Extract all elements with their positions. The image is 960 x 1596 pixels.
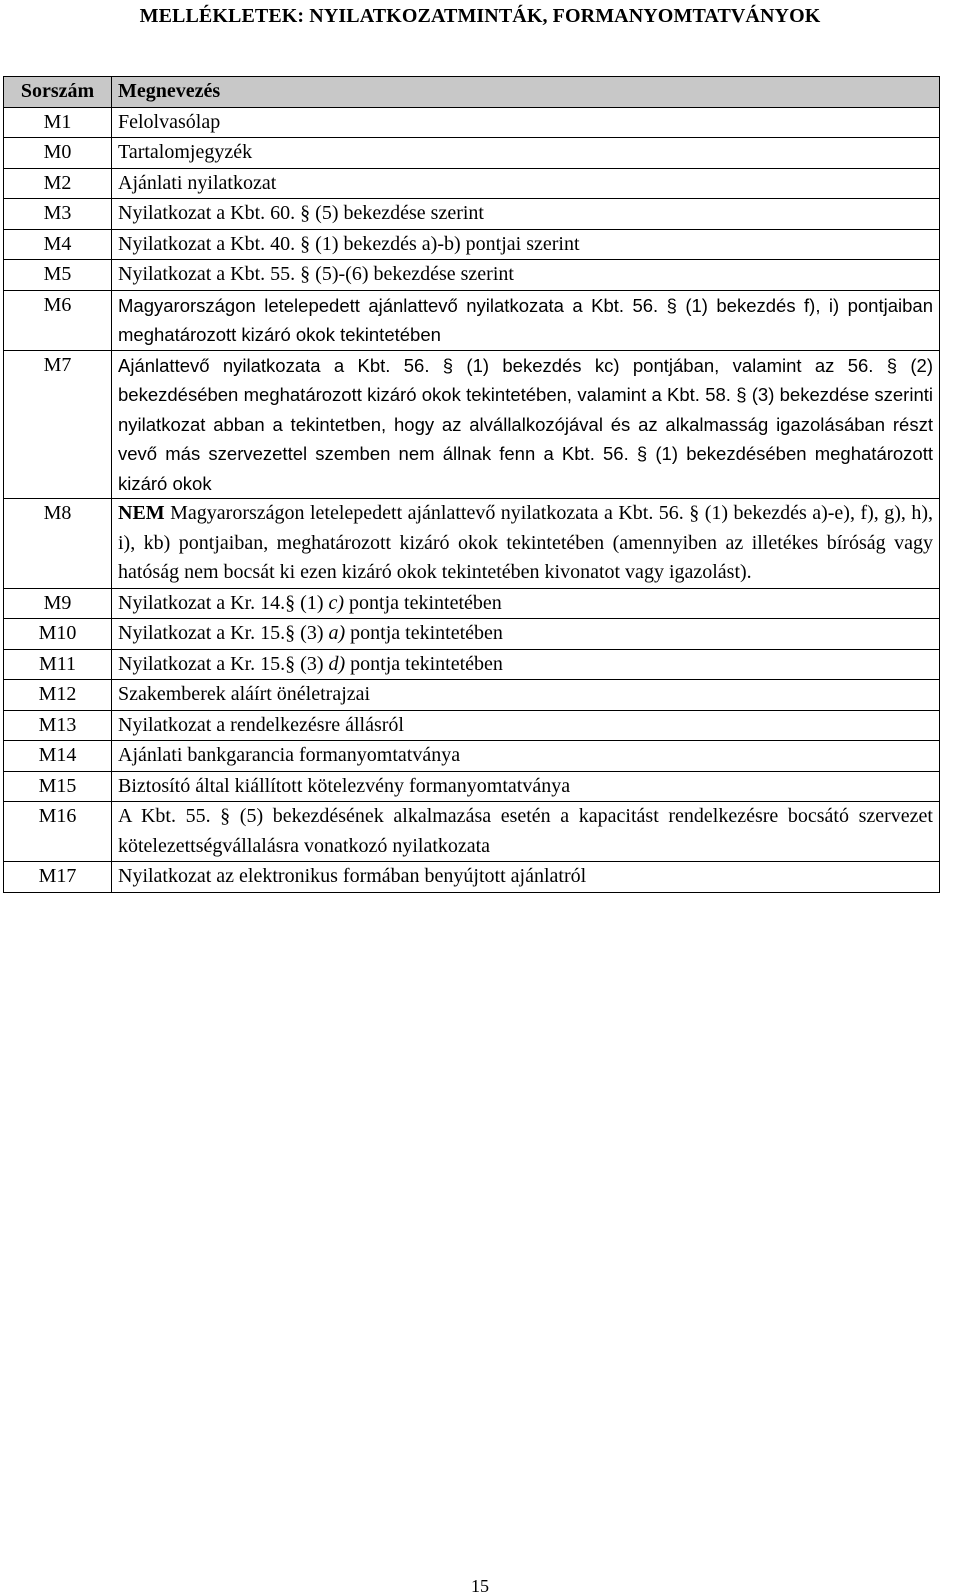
row-id: M2 (4, 168, 112, 199)
table-row (4, 499, 940, 589)
table-row (4, 199, 940, 230)
header-megnevezes: Megnevezés (112, 77, 940, 108)
row-desc: Felolvasólap (112, 107, 940, 138)
row-desc (112, 649, 940, 680)
row-id: M6 (4, 290, 112, 350)
annex-table (3, 76, 940, 893)
row-desc (112, 499, 940, 589)
row-desc: Nyilatkozat az elektronikus formában benyújtott ajánlatról (112, 862, 940, 893)
row-desc: Ajánlattevő nyilatkozata a Kbt. 56. § (1) bekezdés kc) pontjában, valamint az 56. § (2) bekezdésében meghatározott kizáró okok tekintetében, valamint a Kbt. 58. § (3) bekezdése szerinti nyilatkozat abban a tekintetben, hogy az alvállalkozójával és az alkalmasság igazolásában részt vevő más szervezettel szemben nem állnak fenn a Kbt. 56. § (1) bekezdésében meghatározott kizáró okok (112, 350, 940, 499)
header-sorszam: Sorszám (4, 77, 112, 108)
table-row (4, 680, 940, 711)
desc-text: Nyilatkozat a Kr. 15.§ (3) (118, 652, 329, 675)
table-row (4, 741, 940, 772)
row-desc (112, 619, 940, 650)
desc-after-text: pontja tekintetében (345, 622, 503, 644)
desc-after-text: pontja tekintetében (345, 652, 503, 675)
row-id: M17 (4, 862, 112, 893)
row-id: M16 (4, 802, 112, 862)
page-title: MELLÉKLETEK: NYILATKOZATMINTÁK, FORMANYOMTATVÁNYOK (139, 5, 821, 27)
row-id: M9 (4, 588, 112, 619)
table-row (4, 107, 940, 138)
row-desc (112, 588, 940, 619)
row-id: M3 (4, 199, 112, 230)
table-row (4, 168, 940, 199)
row-desc: Magyarországon letelepedett ajánlattevő nyilatkozata a Kbt. 56. § (1) bekezdés f), i) pontjaiban meghatározott kizáró okok tekintetében (112, 290, 940, 350)
desc-text: Nyilatkozat a Kr. 14.§ (1) (118, 591, 329, 614)
row-id: M0 (4, 138, 112, 169)
page-number: 15 (471, 1576, 489, 1596)
row-id: M11 (4, 649, 112, 680)
desc-text: Magyarországon letelepedett ajánlattevő nyilatkozata a Kbt. 56. § (1) bekezdés a)-e), f), g), h), i), kb) pontjaiban, meghatározott kizáró okok tekintetében (amennyiben az illetékes bíróság vagy hatóság nem bocsát ki ezen kizáró okok tekintetében kivonatot vagy igazolást). (118, 502, 933, 583)
row-id: M10 (4, 619, 112, 650)
table-row (4, 862, 940, 893)
row-desc: Nyilatkozat a rendelkezésre állásról (112, 710, 940, 741)
table-row (4, 619, 940, 650)
row-id: M14 (4, 741, 112, 772)
row-desc: Nyilatkozat a Kbt. 55. § (5)-(6) bekezdése szerint (112, 260, 940, 291)
row-desc: Nyilatkozat a Kbt. 60. § (5) bekezdése szerint (112, 199, 940, 230)
table-row (4, 229, 940, 260)
desc-bold-text: NEM (118, 502, 165, 524)
row-id: M4 (4, 229, 112, 260)
table-row (4, 802, 940, 862)
row-id: M12 (4, 680, 112, 711)
row-id: M8 (4, 499, 112, 589)
table-row (4, 138, 940, 169)
row-desc: Nyilatkozat a Kbt. 40. § (1) bekezdés a)-b) pontjai szerint (112, 229, 940, 260)
row-desc: Biztosító által kiállított kötelezvény formanyomtatványa (112, 771, 940, 802)
table-row (4, 260, 940, 291)
row-desc: Szakemberek aláírt önéletrajzai (112, 680, 940, 711)
row-id: M1 (4, 107, 112, 138)
row-id: M13 (4, 710, 112, 741)
table-row (4, 588, 940, 619)
table-row (4, 649, 940, 680)
table-row (4, 771, 940, 802)
row-desc: A Kbt. 55. § (5) bekezdésének alkalmazása esetén a kapacitást rendelkezésre bocsátó szervezet kötelezettségvállalásra vonatkozó nyilatkozata (112, 802, 940, 862)
row-id: M7 (4, 350, 112, 499)
row-id: M15 (4, 771, 112, 802)
desc-after-text: pontja tekintetében (344, 591, 502, 614)
row-id: M5 (4, 260, 112, 291)
desc-italic-text: d) (328, 652, 346, 675)
row-desc: Tartalomjegyzék (112, 138, 940, 169)
row-desc: Ajánlati bankgarancia formanyomtatványa (112, 741, 940, 772)
desc-italic-text: c) (328, 591, 345, 614)
desc-italic-text: a) (328, 622, 346, 644)
table-row (4, 290, 940, 350)
row-desc: Ajánlati nyilatkozat (112, 168, 940, 199)
table-header-row (4, 77, 940, 108)
desc-text: Nyilatkozat a Kr. 15.§ (3) (118, 622, 329, 644)
table-row (4, 350, 940, 499)
table-row (4, 710, 940, 741)
